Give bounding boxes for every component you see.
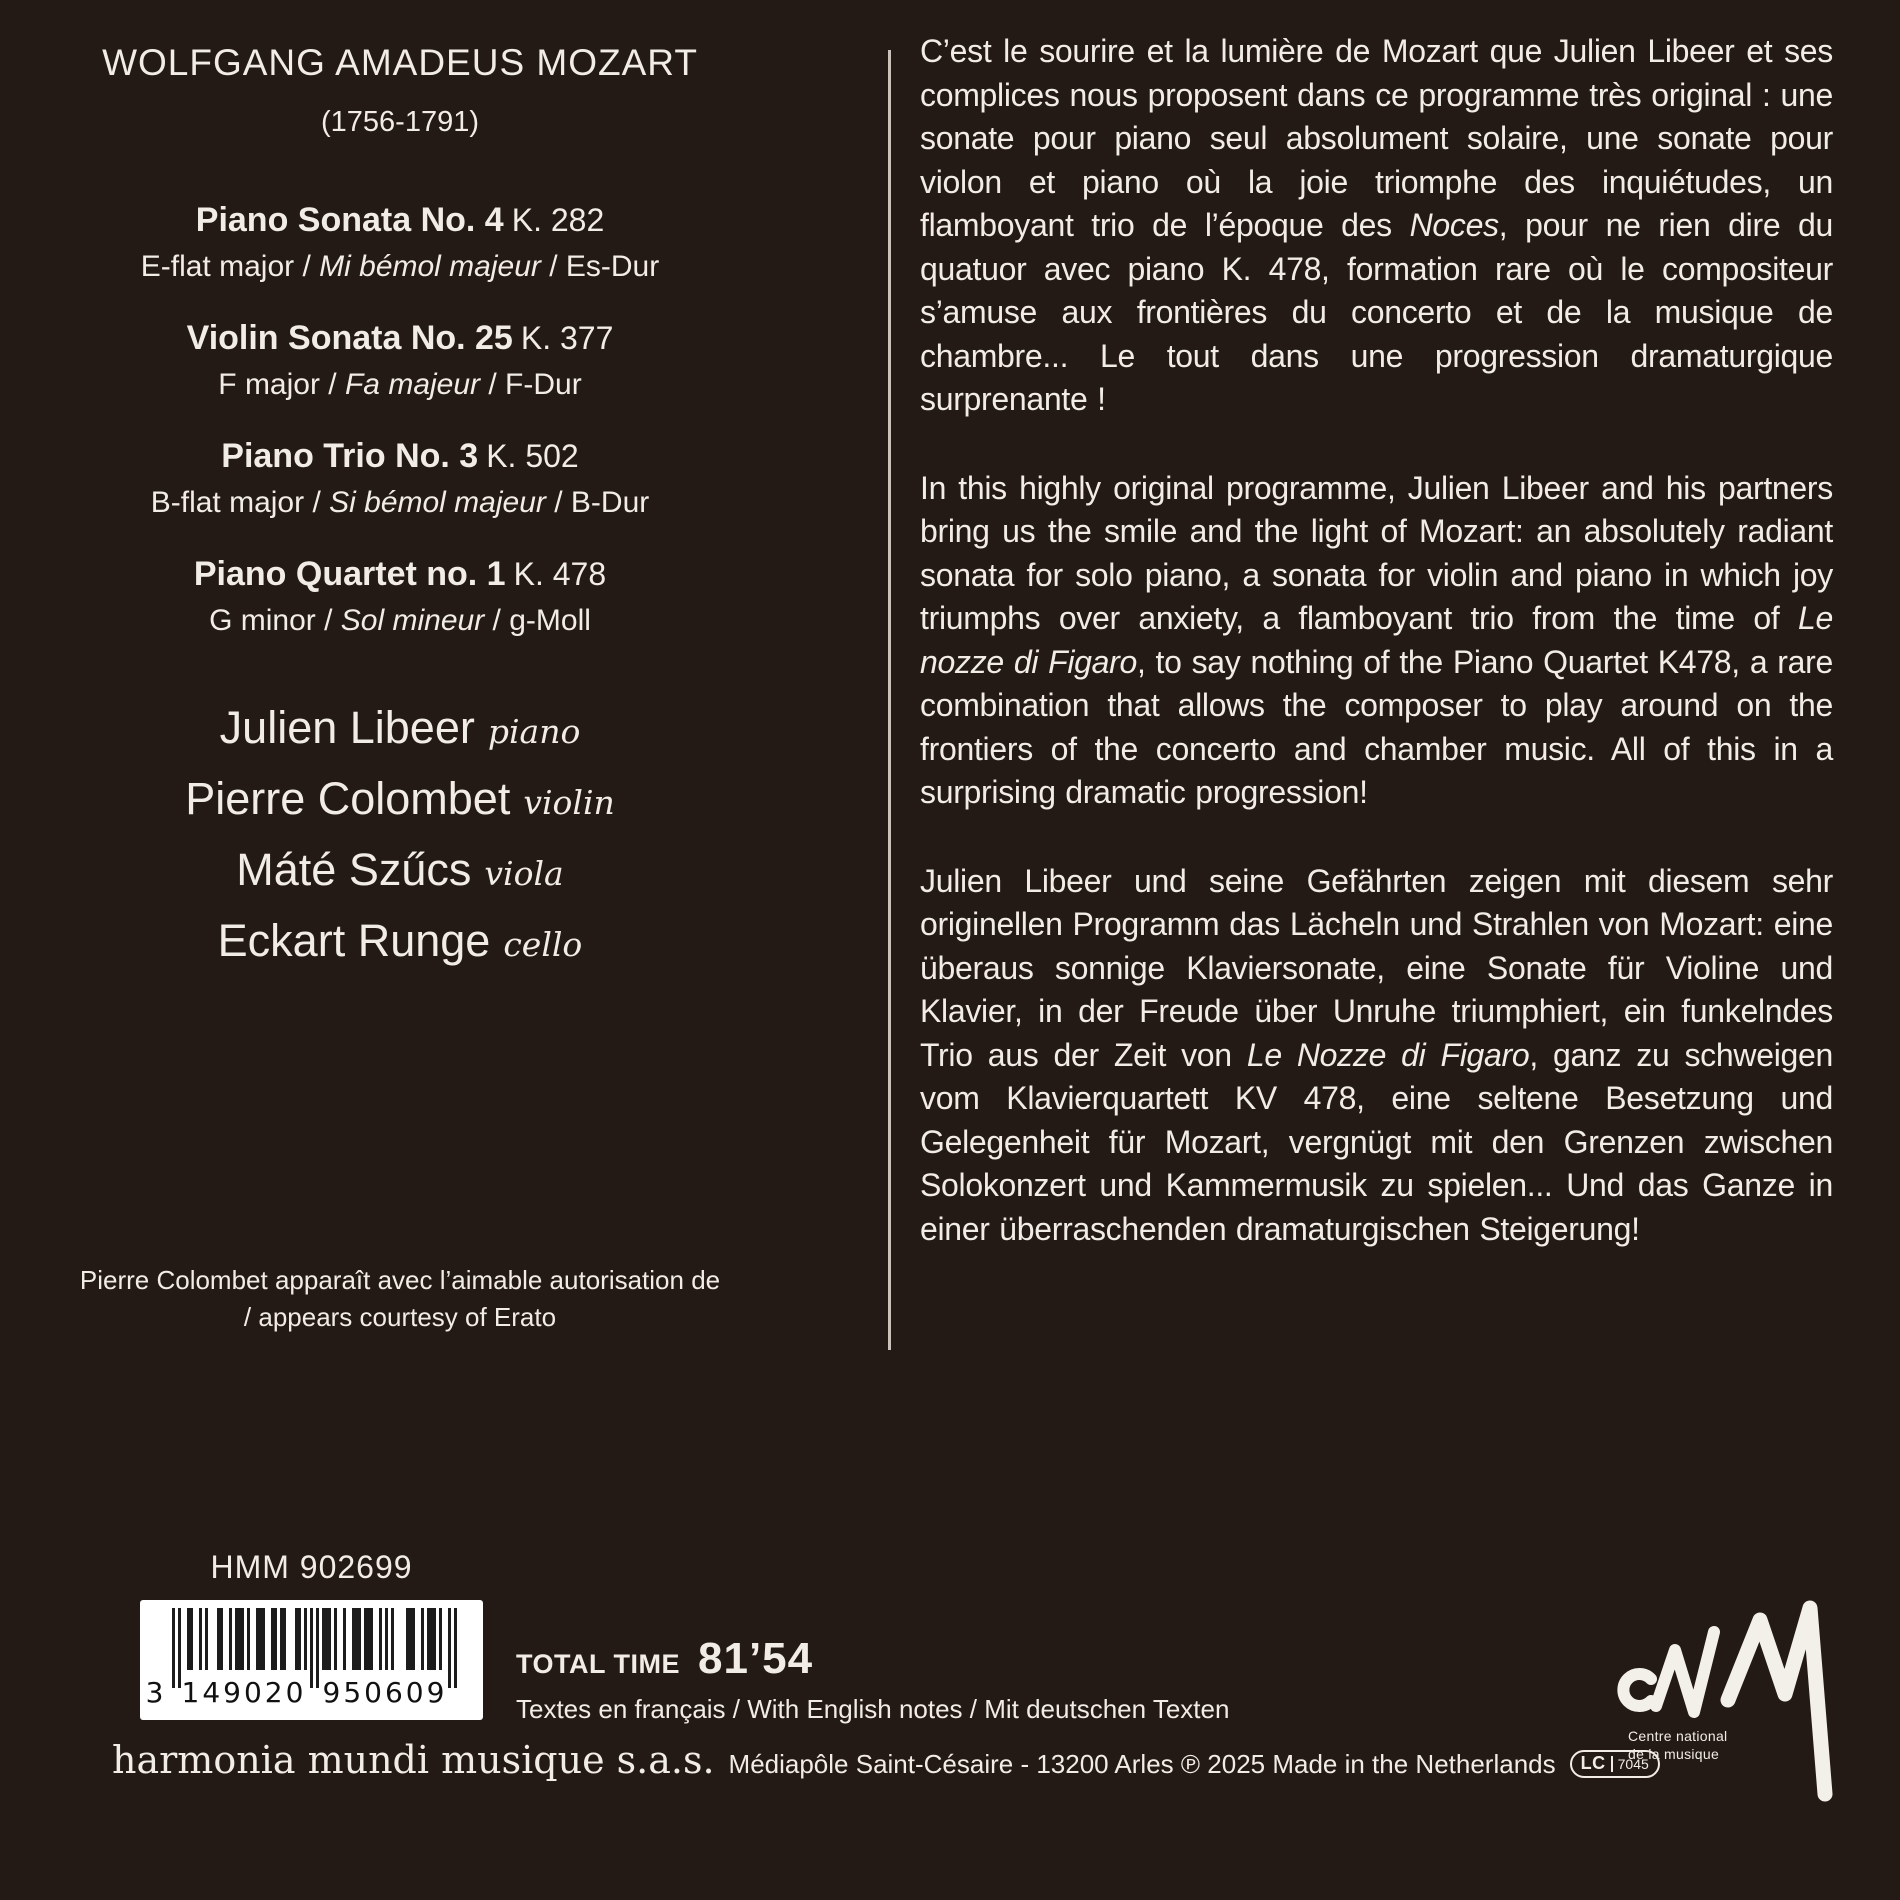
work-title	[55, 196, 745, 244]
work-title	[55, 432, 745, 480]
key-separator: /	[304, 486, 330, 519]
catalog-number: HMM 902699	[210, 1549, 413, 1585]
liner-text-segment: , ganz zu schweigen vom Klavierquartett KV 478, eine seltene Besetzung und Gelegenheit für Mozart, vergnügt mit den Grenzen zwischen Solokonzert und Kammermusik zu spielen... Und das Ganze in einer überraschenden dramaturgischen Steigerung!	[920, 1036, 1833, 1247]
liner-text-segment: Le nozze di Figaro	[920, 600, 1833, 680]
composer-dates: (1756-1791)	[321, 106, 479, 138]
work-key-en: G minor	[209, 604, 316, 637]
cnm-logo-m	[1728, 1608, 1825, 1794]
colombet-note-line1: Pierre Colombet apparaît avec l’aimable autorisation de	[79, 1265, 721, 1295]
key-separator: /	[319, 368, 345, 401]
lc-label: LC	[1580, 1753, 1606, 1773]
performers-list	[55, 698, 745, 982]
liner-paragraph-fr	[920, 30, 1833, 422]
performer	[55, 840, 745, 911]
work-catalog: K. 282	[511, 202, 605, 238]
publisher-line	[112, 1738, 1660, 1782]
key-separator: /	[294, 250, 320, 283]
composer-name: WOLFGANG AMADEUS MOZART	[102, 42, 698, 83]
liner-text-segment: , to say nothing of the Piano Quartet K478, a rare combination that allows the composer to play around on the frontiers of the concerto and chamber music. All of this in a surprising dramatic progression!	[920, 643, 1833, 810]
performer-name: Eckart Runge	[217, 915, 491, 966]
cnm-caption-line2: de la musique	[1628, 1746, 1720, 1762]
work-key-en: E-flat major	[140, 250, 295, 283]
liner-text-segment: Le Nozze di Figaro	[1246, 1036, 1530, 1073]
work-key-de: F-Dur	[505, 368, 582, 401]
colombet-note-line2: / appears courtesy of Erato	[243, 1302, 557, 1332]
work-catalog: K. 377	[520, 320, 614, 356]
work-keys	[55, 362, 745, 408]
languages-note: Textes en français / With English notes / Mit deutschen Texten	[516, 1694, 1230, 1724]
works-list	[55, 196, 745, 668]
work-key-de: B-Dur	[570, 486, 650, 519]
work-key-de: g-Moll	[509, 604, 591, 637]
work-name: Piano Trio No. 3	[221, 437, 479, 475]
work-item	[55, 196, 745, 290]
work-name: Violin Sonata No. 25	[186, 319, 513, 357]
performer-name: Máté Szűcs	[236, 844, 472, 895]
cnm-logo-n	[1656, 1632, 1714, 1712]
cnm-caption	[1628, 1727, 1727, 1763]
performer-instrument: cello	[503, 925, 583, 964]
total-time-value: 81’54	[698, 1634, 814, 1683]
performer	[55, 769, 745, 840]
cnm-caption-line1: Centre national	[1628, 1728, 1728, 1744]
work-key-en: F major	[218, 368, 320, 401]
cnm-logo-c	[1623, 1674, 1651, 1706]
key-separator: /	[315, 604, 341, 637]
work-key-fr: Mi bémol majeur	[319, 250, 541, 283]
liner-text-segment: In this highly original programme, Julien Libeer and his partners bring us the smile and the light of Mozart: an absolutely radiant sonata for solo piano, a sonata for violin and piano in which joy triumphs over anxiety, a flamboyant trio from the time of	[920, 469, 1833, 636]
work-keys	[55, 244, 745, 290]
work-keys	[55, 480, 745, 526]
performer-instrument: viola	[484, 854, 564, 893]
work-title	[55, 314, 745, 362]
barcode-digits-right: 950609	[322, 1676, 448, 1709]
barcode-digits-left: 149020	[181, 1676, 307, 1709]
key-separator: /	[540, 250, 566, 283]
work-name: Piano Sonata No. 4	[195, 201, 504, 239]
total-time-label: TOTAL TIME	[516, 1649, 680, 1679]
liner-text-segment: , pour ne rien dire du quatuor avec piano K. 478, formation rare où le compositeur s’amuse aux frontières du concerto et de la musique de chambre... Le tout dans une progression dramaturgique surprenante !	[920, 207, 1834, 417]
key-separator: /	[545, 486, 571, 519]
liner-paragraph-en	[920, 467, 1833, 815]
publisher-name: harmonia mundi musique s.a.s.	[112, 1738, 715, 1782]
liner-paragraph-de	[920, 860, 1833, 1252]
work-key-fr: Fa majeur	[344, 368, 481, 401]
liner-text-segment: C’est le sourire et la lumière de Mozart que Julien Libeer et ses complices nous proposent dans ce programme très original : une sonate pour piano seul absolument solaire, une sonate pour violon et piano où la joie triomphe des inquiétudes, un flamboyant trio de l’époque des	[920, 33, 1833, 243]
work-key-fr: Si bémol majeur	[329, 486, 546, 519]
barcode	[140, 1600, 483, 1720]
liner-text-segment: Noces	[1409, 207, 1499, 243]
column-divider	[888, 50, 891, 1350]
colombet-note	[55, 1262, 745, 1336]
liner-text-segment: Julien Libeer und seine Gefährten zeigen mit diesem sehr originellen Programm das Lächeln und Strahlen von Mozart: eine überaus sonnige Klaviersonate, eine Sonate für Violine und Klavier, in der Freude über Unruhe triumphiert, ein funkelndes Trio aus der Zeit von	[920, 862, 1833, 1073]
performer-name: Julien Libeer	[219, 702, 475, 753]
performer-name: Pierre Colombet	[185, 773, 511, 824]
work-catalog: K. 502	[486, 438, 579, 474]
liner-notes	[920, 30, 1833, 1296]
publisher-address: Médiapôle Saint-Césaire - 13200 Arles ℗ 2025 Made in the Netherlands	[728, 1749, 1556, 1779]
key-separator: /	[484, 604, 510, 637]
work-item	[55, 314, 745, 408]
work-key-fr: Sol mineur	[340, 604, 485, 637]
performer-instrument: violin	[523, 783, 615, 822]
cnm-logo-icon	[1592, 1582, 1862, 1832]
work-keys	[55, 598, 745, 644]
key-separator: /	[480, 368, 506, 401]
total-time	[516, 1634, 813, 1684]
performer	[55, 698, 745, 769]
work-item	[55, 550, 745, 644]
performer	[55, 911, 745, 982]
barcode-digit-first: 3	[145, 1676, 167, 1709]
work-name: Piano Quartet no. 1	[193, 555, 506, 593]
work-key-de: Es-Dur	[565, 250, 660, 283]
composer-block	[55, 42, 745, 139]
performer-instrument: piano	[487, 712, 581, 751]
lc-number: 7045	[1611, 1756, 1649, 1772]
work-item	[55, 432, 745, 526]
work-title	[55, 550, 745, 598]
work-catalog: K. 478	[513, 556, 607, 592]
work-key-en: B-flat major	[150, 486, 305, 519]
